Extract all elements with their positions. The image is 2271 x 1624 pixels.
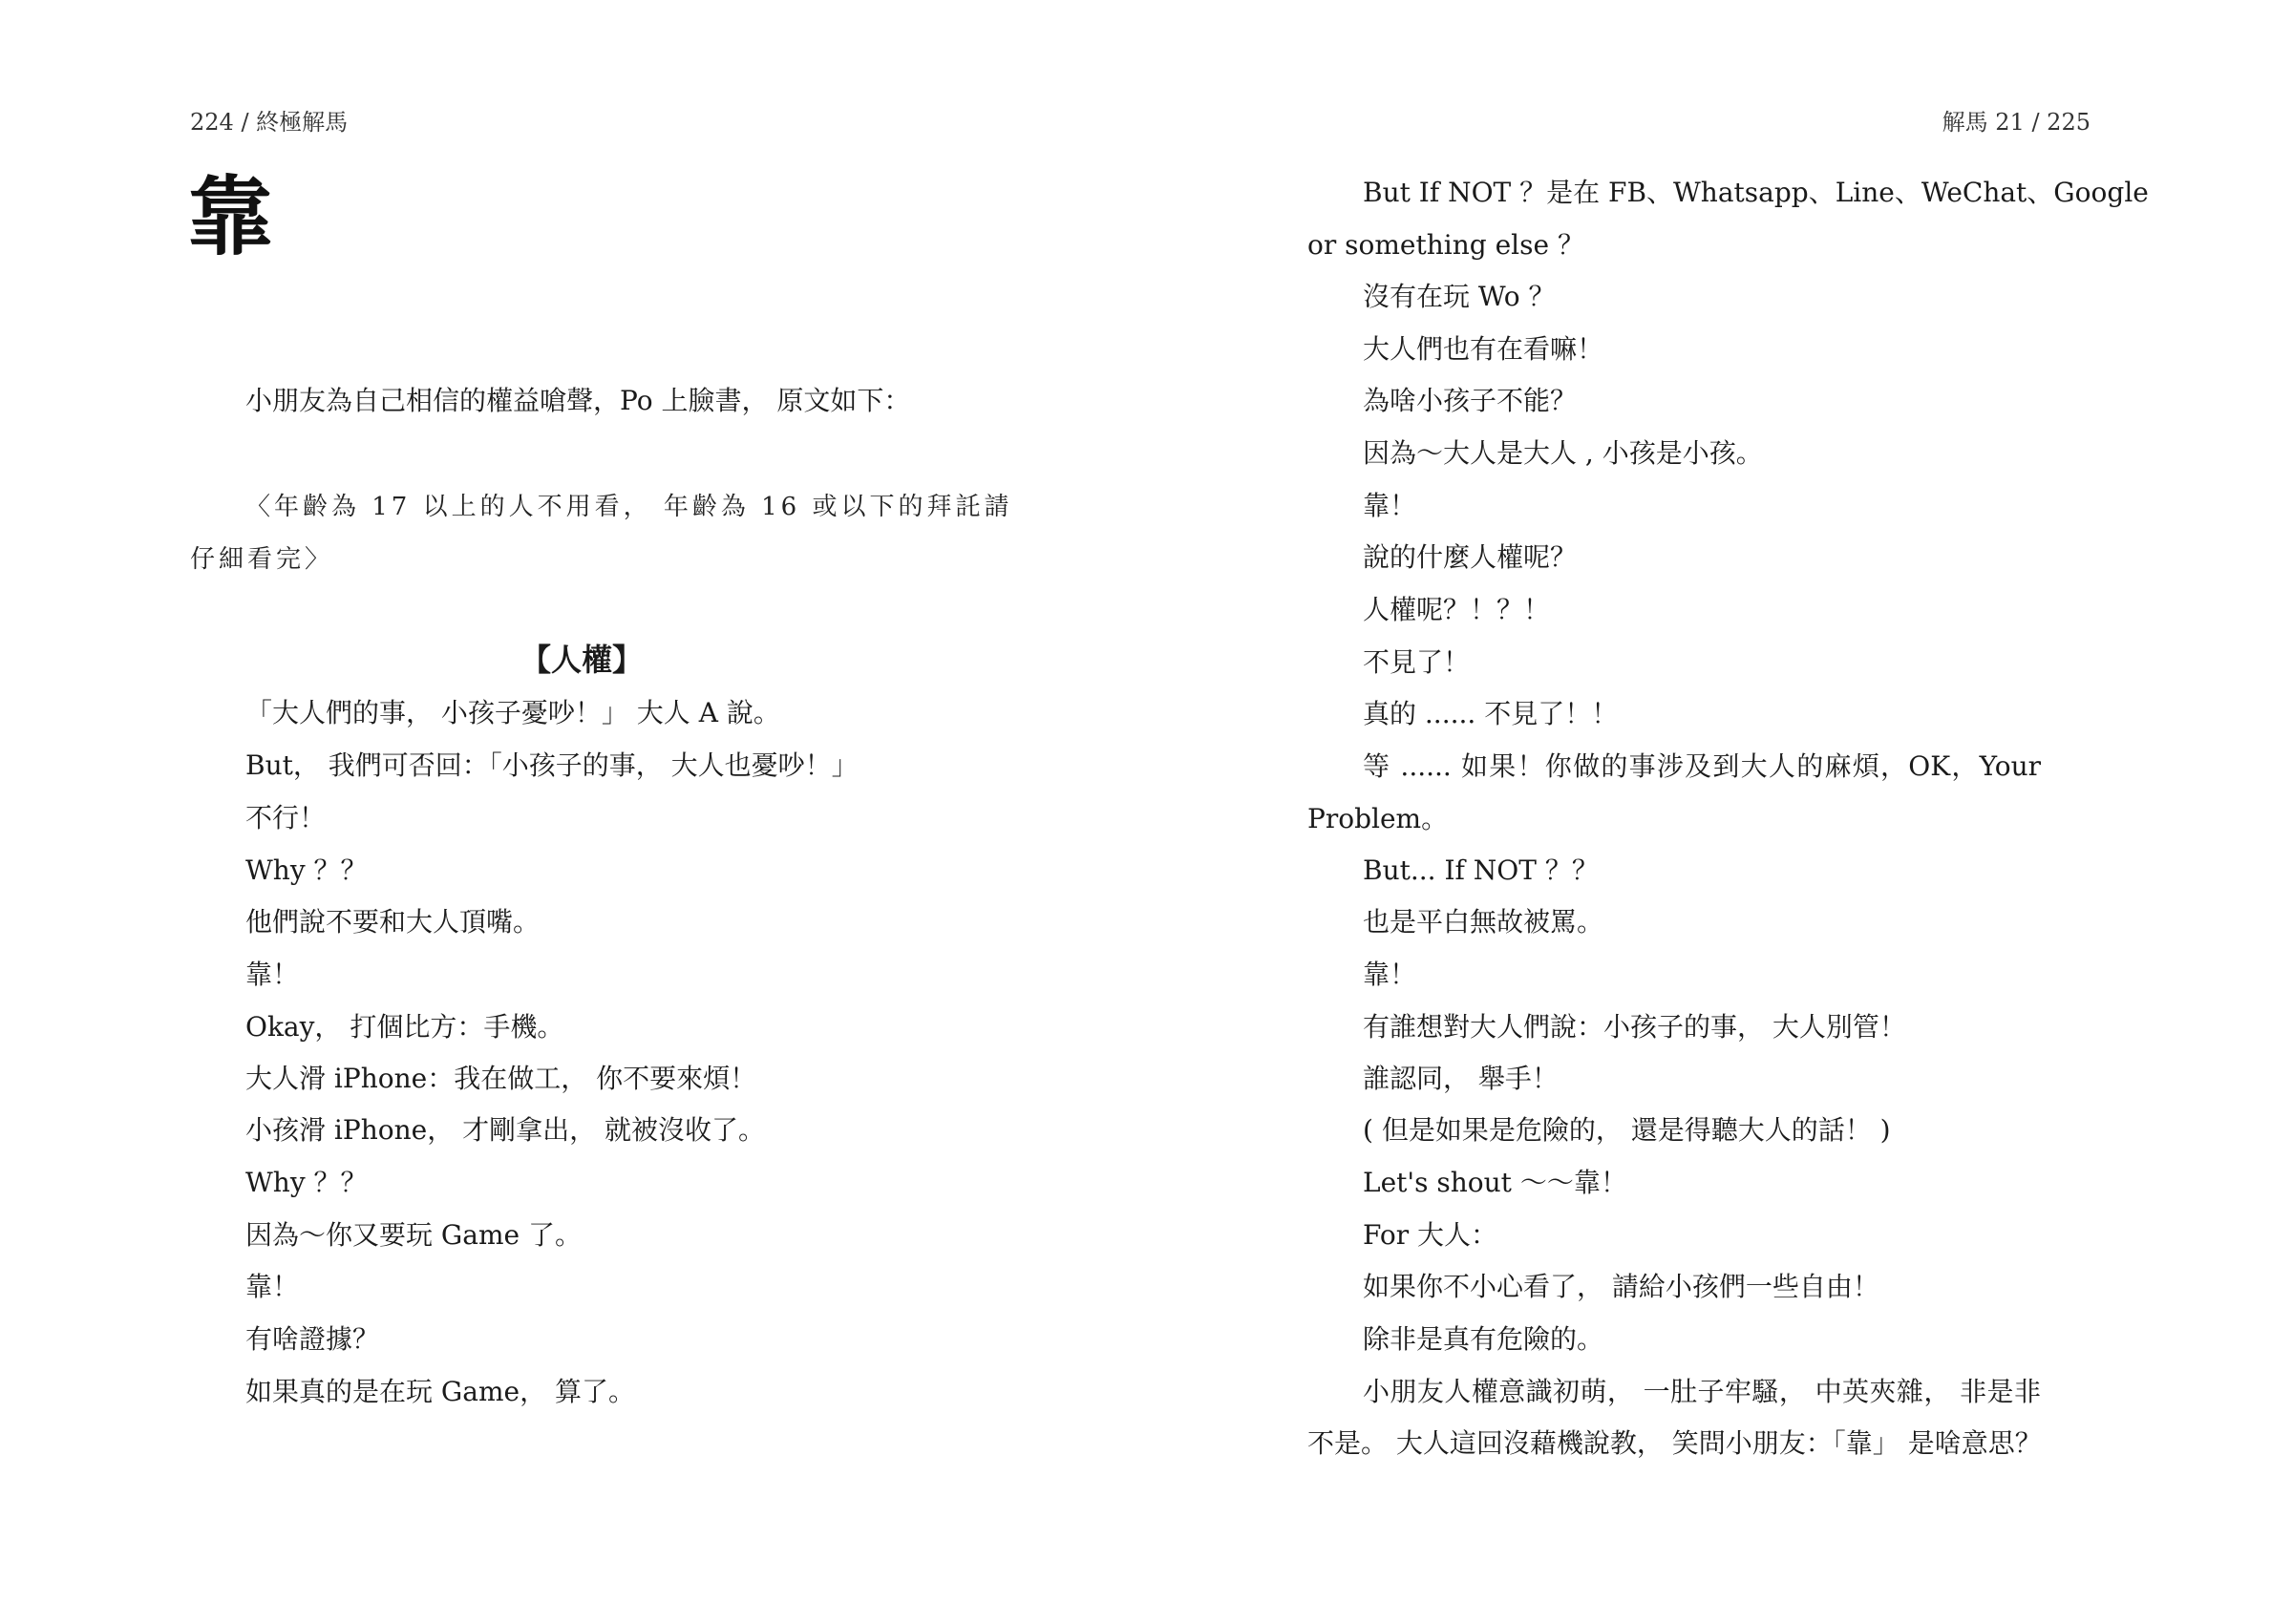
body-line: 如果真的是在玩 Game， 算了。: [245, 1376, 635, 1407]
body-line: But... If NOT ？？: [1363, 854, 1599, 886]
quote-line: 仔細看完〉: [190, 545, 334, 574]
body-line: 大人們也有在看嘛！: [1363, 333, 1604, 365]
section-heading: 【人權】: [520, 642, 643, 678]
body-line: 靠！: [245, 959, 300, 990]
body-line: 因為～你又要玩 Game 了。: [245, 1219, 582, 1251]
body-line: 靠！: [1363, 490, 1417, 521]
body-line: 不是。 大人這回沒藉機說教， 笑問小朋友：「靠」 是啥意思？: [1307, 1427, 2042, 1459]
body-line: 除非是真有危險的。: [1363, 1323, 1604, 1355]
body-line: 誰認同， 舉手！: [1363, 1063, 1559, 1094]
body-line: ( 但是如果是危險的， 還是得聽大人的話！ ): [1363, 1114, 1891, 1146]
body-line: 有誰想對大人們說：小孩子的事， 大人別管！: [1363, 1011, 1906, 1043]
body-line: 也是平白無故被罵。: [1363, 906, 1604, 938]
body-line: 說的什麼人權呢？: [1363, 541, 1578, 573]
right-page: [1136, 0, 2271, 1624]
body-line: 小孩滑 iPhone， 才剛拿出， 就被沒收了。: [245, 1114, 765, 1146]
left-page-header: 224 / 終極解馬: [190, 109, 349, 136]
body-line: For 大人：: [1363, 1219, 1498, 1251]
body-line: 他們說不要和大人頂嘴。: [245, 906, 541, 938]
body-line: 不行！: [245, 802, 327, 833]
body-line: Why ？？: [245, 854, 368, 886]
body-line: 不見了！: [1363, 646, 1471, 678]
intro-paragraph: 小朋友為自己相信的權益嗆聲，Po 上臉書， 原文如下：: [245, 385, 911, 416]
body-line: Why ？？: [245, 1167, 368, 1198]
body-line: 有啥證據？: [245, 1323, 380, 1355]
body-line: 靠！: [1363, 959, 1417, 990]
body-line: 等 ...... 如果！你做的事涉及到大人的麻煩，OK，Your: [1363, 750, 2041, 782]
body-line: 沒有在玩 Wo ？: [1363, 281, 1556, 312]
body-line: But， 我們可否回：「小孩子的事， 大人也憂吵！」: [245, 749, 859, 781]
right-page-header: 解馬 21 / 225: [1942, 109, 2091, 136]
body-line: 大人滑 iPhone：我在做工， 你不要來煩！: [245, 1063, 757, 1094]
body-line: But If NOT ？是在 FB、Whatsapp、Line、WeChat、Google: [1363, 177, 2149, 208]
body-line: 為啥小孩子不能？: [1363, 385, 1578, 416]
chapter-title: 靠: [187, 166, 273, 267]
body-line: Okay， 打個比方：手機。: [245, 1011, 564, 1043]
body-line: or something else ？: [1307, 229, 1584, 261]
body-line: 人權呢？！？！: [1363, 594, 1551, 625]
body-line: Problem。: [1307, 803, 1449, 834]
body-line: 小朋友人權意識初萌， 一肚子牢騷， 中英夾雜， 非是非: [1363, 1376, 2041, 1407]
body-line: 如果你不小心看了， 請給小孩們一些自由！: [1363, 1271, 1879, 1302]
body-line: 「大人們的事， 小孩子憂吵！」 大人 A 說。: [245, 697, 780, 728]
body-line: 因為～大人是大人 , 小孩是小孩。: [1363, 437, 1763, 469]
body-line: 靠！: [245, 1271, 300, 1302]
body-line: Let's shout ～～靠！: [1363, 1167, 1627, 1198]
quote-line: 〈年齡為 17 以上的人不用看， 年齡為 16 或以下的拜託請: [245, 493, 1013, 521]
body-line: 真的 ...... 不見了！！: [1363, 698, 1619, 729]
